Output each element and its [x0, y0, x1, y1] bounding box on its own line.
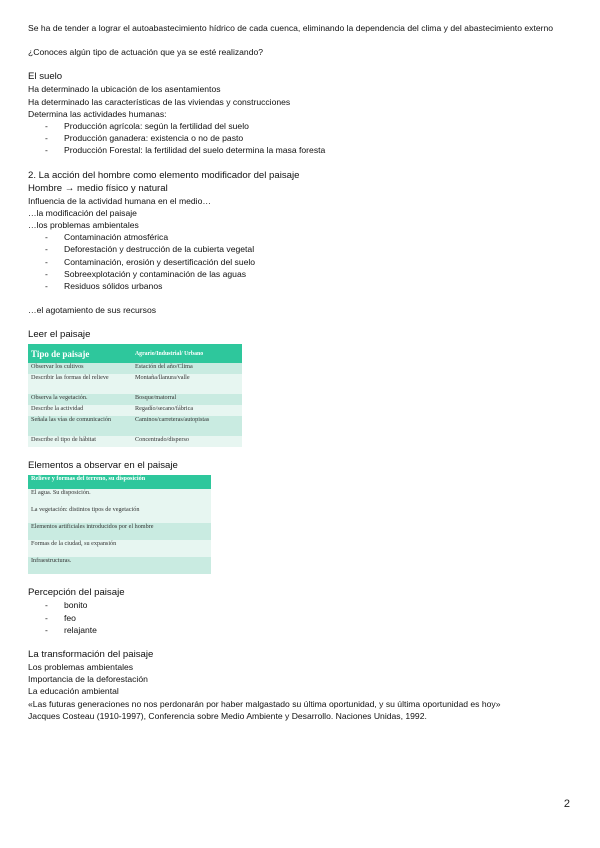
list-item: - Producción agrícola: según la fertilidad del suelo	[45, 120, 573, 132]
table-cell: Describe el tipo de hábitat	[28, 436, 132, 447]
table-header-cell: Tipo de paisaje	[28, 344, 132, 363]
elementos-table	[28, 475, 211, 574]
suelo-line: Ha determinado las características de las viviendas y construcciones	[28, 96, 291, 107]
table-row	[28, 523, 211, 540]
table-row	[28, 557, 211, 574]
suelo-heading: El suelo	[28, 71, 63, 83]
list-item: - Deforestación y destrucción de la cubierta vegetal	[45, 243, 573, 255]
table-row	[28, 540, 211, 557]
intro-question: ¿Conoces algún tipo de actuación que ya se esté realizando?	[28, 47, 264, 58]
accion-line: …los problemas ambientales	[28, 220, 139, 231]
final-quote: «Las futuras generaciones no nos perdonarán por haber malgastado su última oportunidad, y su última oportunidad es hoy»	[28, 698, 501, 709]
elementos-heading: Elementos a observar en el paisaje	[28, 460, 178, 472]
list-item: - relajante	[45, 624, 573, 636]
table-cell: Describe la actividad	[28, 405, 132, 416]
table-cell: Concentrado/disperso	[132, 436, 242, 447]
leer-heading: Leer el paisaje	[28, 329, 91, 341]
table-cell: La vegetación: distintos tipos de vegetación	[28, 506, 211, 523]
problemas-bullet-list	[28, 231, 573, 292]
document-page	[28, 22, 573, 722]
table-header-cell: Relieve y formas del terreno, su disposición	[28, 475, 211, 489]
table-row	[28, 374, 242, 394]
list-item: - Producción Forestal: la fertilidad del suelo determina la masa foresta	[45, 144, 573, 156]
list-item: - Contaminación atmosférica	[45, 231, 573, 243]
table-cell: Observa la vegetación.	[28, 394, 132, 405]
table-header-row	[28, 344, 242, 363]
accion-line: …la modificación del paisaje	[28, 207, 137, 218]
table-row	[28, 506, 211, 523]
list-item: - Producción ganadera: existencia o no de pasto	[45, 132, 573, 144]
percepcion-bullet-list	[28, 599, 573, 636]
final-line: La educación ambiental	[28, 686, 119, 697]
table-cell: Montaña/llanura/valle	[132, 374, 242, 394]
list-item: - Sobreexplotación y contaminación de las aguas	[45, 268, 573, 280]
list-item: - bonito	[45, 599, 573, 611]
table-cell: Infraestructuras.	[28, 557, 211, 574]
table-cell: Caminos/carreteras/autopistas	[132, 416, 242, 436]
table-cell: Estación del año/Clima	[132, 363, 242, 374]
intro-paragraph: Se ha de tender a lograr el autoabastecimiento hídrico de cada cuenca, eliminando la dependencia del clima y del abastecimiento externo	[28, 23, 554, 33]
table-cell: Describir las formas del relieve	[28, 374, 132, 394]
final-line: Los problemas ambientales	[28, 662, 134, 673]
table-header-row	[28, 475, 211, 489]
list-item: - feo	[45, 612, 573, 624]
table-cell: Regadío/secano/fábrica	[132, 405, 242, 416]
table-row	[28, 394, 242, 405]
suelo-line: Determina las actividades humanas:	[28, 108, 167, 119]
list-item: - Residuos sólidos urbanos	[45, 280, 573, 292]
table-cell: Observar los cultivos	[28, 363, 132, 374]
suelo-line: Ha determinado la ubicación de los asentamientos	[28, 84, 221, 95]
table-cell: Elementos artificiales introducidos por el hombre	[28, 523, 211, 540]
accion-line: Hombre → medio físico y natural	[28, 182, 168, 194]
table-row	[28, 363, 242, 374]
list-item: - Contaminación, erosión y desertificación del suelo	[45, 256, 573, 268]
table-row	[28, 436, 242, 447]
table-cell: Formas de la ciudad, su expansión	[28, 540, 211, 557]
table-header-cell: Agrario/Industrial/ Urbano	[132, 344, 242, 363]
final-citation: Jacques Costeau (1910-1997), Conferencia sobre Medio Ambiente y Desarrollo. Naciones Unidas, 1992.	[28, 710, 427, 721]
final-line: La transformación del paisaje	[28, 649, 154, 661]
accion-closing: …el agotamiento de sus recursos	[28, 305, 157, 316]
table-row	[28, 489, 211, 506]
table-cell: El agua. Su disposición.	[28, 489, 211, 506]
percepcion-heading: Percepción del paisaje	[28, 587, 125, 599]
page-number: 2	[563, 798, 570, 810]
table-row	[28, 405, 242, 416]
table-row	[28, 416, 242, 436]
table-cell: Señala las vías de comunicación	[28, 416, 132, 436]
accion-heading: 2. La acción del hombre como elemento modificador del paisaje	[28, 169, 300, 181]
leer-paisaje-table	[28, 344, 242, 447]
accion-line: Influencia de la actividad humana en el medio…	[28, 195, 211, 206]
table-cell: Bosque/matorral	[132, 394, 242, 405]
suelo-bullet-list	[28, 120, 573, 157]
final-line: Importancia de la deforestación	[28, 674, 148, 685]
